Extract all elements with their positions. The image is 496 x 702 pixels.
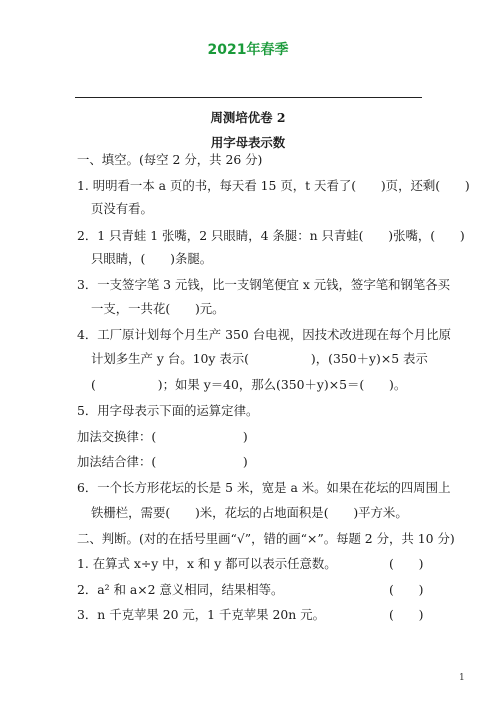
judgement-answer-bracket[interactable]: ( ) [389, 607, 424, 622]
page-number: 1 [459, 673, 465, 683]
question-line: 二、判断。(对的在括号里画“√”，错的画“×”。每题 2 分，共 10 分) [77, 531, 455, 546]
question-line: 2．a² 和 a×2 意义相同，结果相等。 [77, 582, 284, 597]
question-line: 铁栅栏，需要( )米，花坛的占地面积是( )平方米。 [91, 505, 408, 520]
question-line: ( )；如果 y＝40，那么(350＋y)×5＝( )。 [91, 377, 407, 392]
judgement-answer-bracket[interactable]: ( ) [389, 556, 424, 571]
question-line: 3．一支签字笔 3 元钱，比一支钢笔便宜 x 元钱，签字笔和钢笔各买 [77, 277, 451, 292]
question-line: 一、填空。(每空 2 分，共 26 分) [77, 152, 263, 167]
question-line: 1. 在算式 x÷y 中，x 和 y 都可以表示任意数。 [77, 556, 337, 571]
question-line: 页没有看。 [91, 201, 153, 216]
page-header-year: 2021年春季 [207, 42, 289, 58]
question-line: 1. 明明看一本 a 页的书，每天看 15 页，t 天看了( )页，还剩( ) [77, 178, 470, 193]
question-line: 加法结合律：( ) [77, 454, 248, 469]
question-line: 只眼睛，( )条腿。 [91, 251, 213, 266]
question-line: 5．用字母表示下面的运算定律。 [77, 403, 259, 418]
question-line: 加法交换律：( ) [77, 429, 248, 444]
test-title: 周测培优卷 2 [210, 110, 286, 125]
question-line: 一支，一共花( )元。 [91, 301, 225, 316]
question-line: 3．n 千克苹果 20 元，1 千克苹果 20n 元。 [77, 607, 325, 622]
question-line: 2．1 只青蛙 1 张嘴，2 只眼睛，4 条腿：n 只青蛙( )张嘴，( ) [77, 228, 465, 243]
judgement-answer-bracket[interactable]: ( ) [389, 582, 424, 597]
question-line: 4．工厂原计划每个月生产 350 台电视，因技术改进现在每个月比原 [77, 327, 451, 342]
header-divider [75, 97, 422, 98]
question-line: 6．一个长方形花坛的长是 5 米，宽是 a 米。如果在花坛的四周围上 [77, 480, 451, 495]
question-line: 计划多生产 y 台。10y 表示( )，(350＋y)×5 表示 [91, 351, 428, 366]
topic-title: 用字母表示数 [210, 135, 286, 150]
